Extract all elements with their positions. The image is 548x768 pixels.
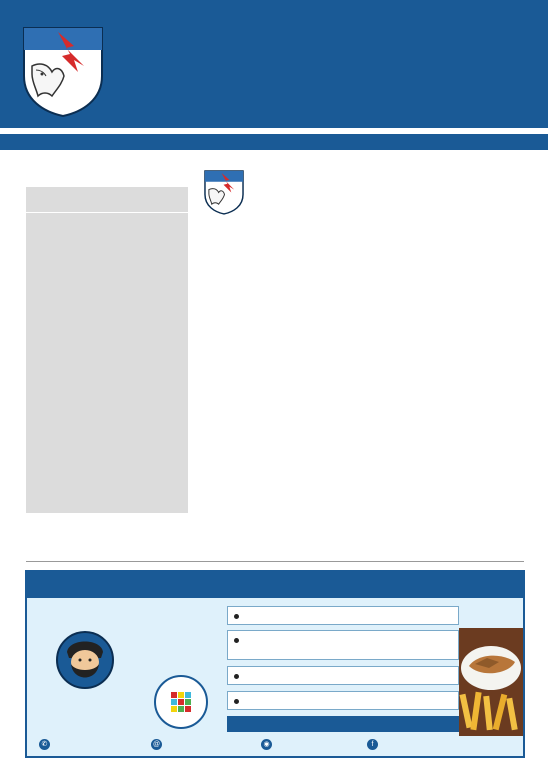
contact-phone[interactable] <box>39 739 53 750</box>
section-divider <box>26 561 524 562</box>
invitation <box>32 278 182 289</box>
coat-of-arms-icon <box>22 26 104 118</box>
fest-date <box>262 228 530 245</box>
feature-events <box>227 630 459 660</box>
feature-party <box>227 691 459 710</box>
bekanntmachung-title <box>26 187 188 213</box>
signature <box>32 356 182 365</box>
fest-paragraph-1 <box>262 267 530 278</box>
small-coat-of-arms-icon <box>204 170 244 215</box>
diamond-column-bottom-left <box>36 516 70 550</box>
contact-web[interactable] <box>261 739 275 750</box>
feature-catering <box>227 666 459 685</box>
masthead <box>0 0 548 128</box>
taverne-logo-icon <box>39 602 131 710</box>
request-note <box>32 301 182 334</box>
feature-kitchen <box>227 606 459 625</box>
phone-icon: ✆ <box>39 739 50 750</box>
contact-bar <box>33 736 521 754</box>
issue-bar <box>0 134 548 150</box>
fest-body <box>262 228 530 385</box>
keller-club-logo-icon <box>149 672 213 732</box>
facebook-icon: f <box>367 739 378 750</box>
fest-paragraph-4 <box>262 353 530 374</box>
globe-icon: ◉ <box>261 739 272 750</box>
diamond-column-right <box>268 165 302 225</box>
contact-social[interactable] <box>367 739 381 750</box>
contact-email[interactable] <box>151 739 165 750</box>
fest-paragraph-2 <box>262 289 530 310</box>
diamond-column-top-right <box>498 165 532 225</box>
meeting-date <box>32 229 182 262</box>
at-icon: @ <box>152 741 161 748</box>
diamond-column-left <box>194 232 228 522</box>
fest-paragraph-3 <box>262 321 530 342</box>
advertisement <box>25 570 525 758</box>
ad-header <box>27 572 523 598</box>
ad-banner <box>227 716 459 732</box>
diamond-row-bottom <box>198 506 528 540</box>
food-photo-icon <box>459 628 523 736</box>
bekanntmachung-box <box>26 187 188 513</box>
